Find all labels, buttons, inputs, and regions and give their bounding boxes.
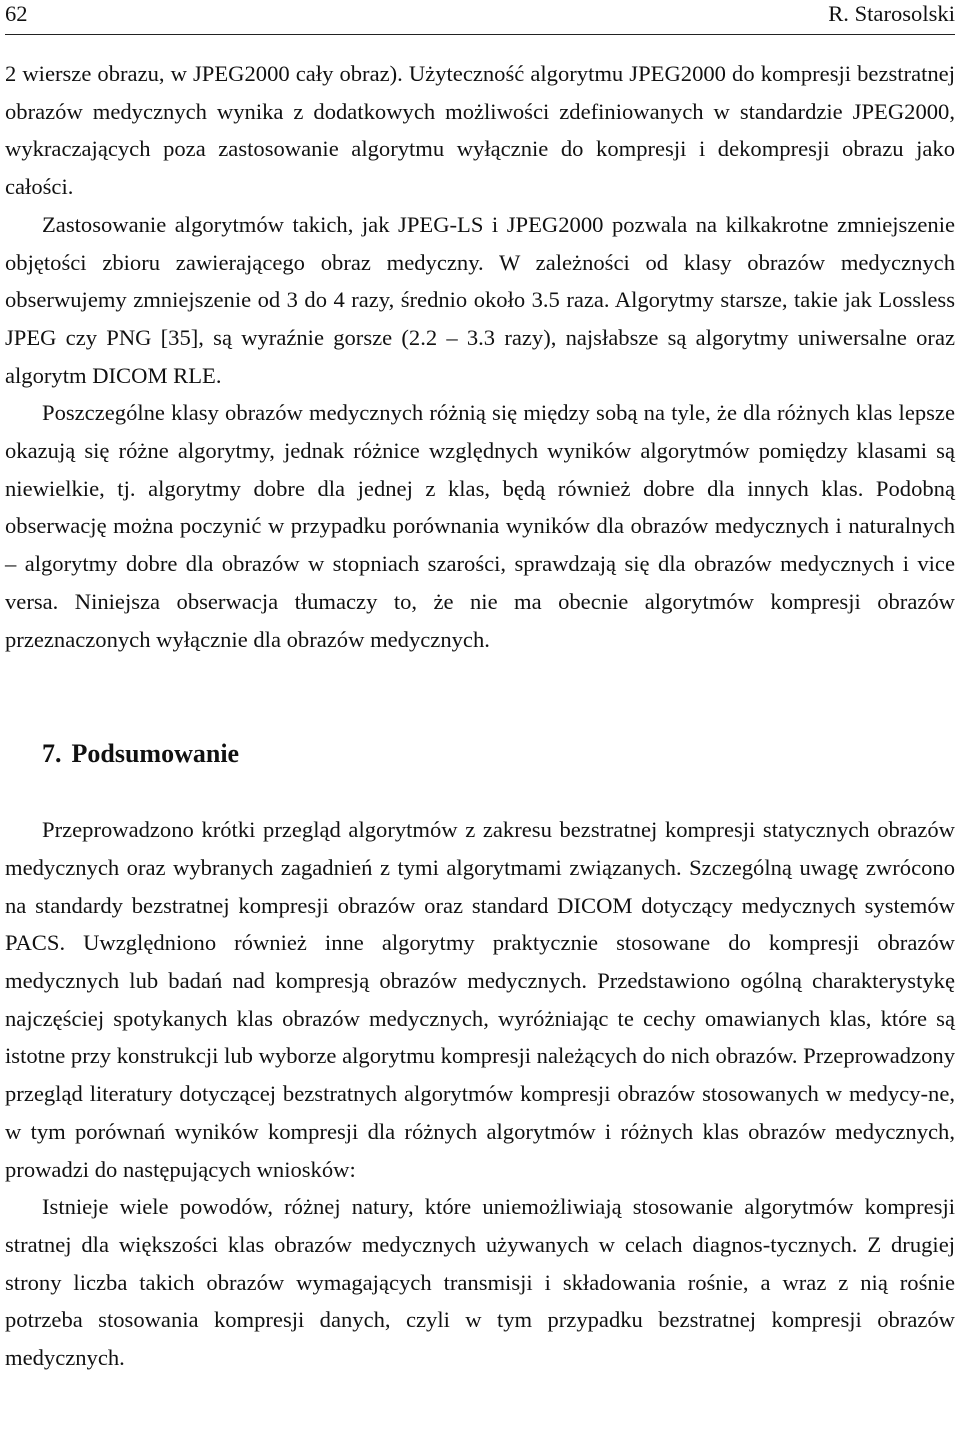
paragraph: Istnieje wiele powodów, różnej natury, które uniemożliwiają stosowanie algorytmów kompresji stratnej dla większości klas obrazów medycznych używanych w celach diagnos-tycznych. Z drugiej strony liczba takich obrazów wymagających transmisji i składowania rośnie, a wraz z nią rośnie potrzeba stosowania kompresji danych, czyli w tym przypadku bezstratnej kompresji obrazów medycznych. <box>5 1194 955 1371</box>
section-spacer <box>5 774 955 811</box>
paragraph: 2 wiersze obrazu, w JPEG2000 cały obraz). Użyteczność algorytmu JPEG2000 do kompresji bezstratnej obrazów medycznych wynika z dodatkowych możliwości zdefiniowanych w standardzie JPEG2000, wykraczających poza zastosowanie algorytmu wyłącznie do kompresji i dekompresji obrazu jako całości. <box>5 61 955 200</box>
page-header <box>5 0 955 35</box>
page-body <box>5 55 955 1377</box>
paragraph: Zastosowanie algorytmów takich, jak JPEG-LS i JPEG2000 pozwala na kilkakrotne zmniejszenie objętości zbioru zawierającego obraz medyczny. W zależności od klasy obrazów medycznych obserwujemy zmniejszenie od 3 do 4 razy, średnio około 3.5 raza. Algorytmy starsze, takie jak Lossless JPEG czy PNG [35], są wyraźnie gorsze (2.2 – 3.3 razy), najsłabsze są algorytmy uniwersalne oraz algorytm DICOM RLE. <box>5 211 955 388</box>
paragraph: Przeprowadzono krótki przegląd algorytmów z zakresu bezstratnej kompresji statycznych obrazów medycznych oraz wybranych zagadnień z tymi algorytmami związanych. Szczególną uwagę zwrócono na standardy bezstratnej kompresji obrazów oraz standard DICOM dotyczący medycznych systemów PACS. Uwzględniono również inne algorytmy praktycznie stosowane do kompresji obrazów medycznych lub badań nad kompresją obrazów medycznych. Przedstawiono ogólną charakterystykę najczęściej spotykanych klas obrazów medycznych, wyróżniając te cechy omawianych klas, które są istotne przy konstrukcji lub wyborze algorytmu kompresji należących do nich obrazów. Przeprowadzony przegląd literatury dotyczącej bezstratnych algorytmów kompresji obrazów stosowanych w medycy-ne, w tym porównań wyników kompresji dla różnych algorytmów i różnych klas obrazów medycznych, prowadzi do następujących wniosków: <box>5 817 955 1182</box>
paragraph: Poszczególne klasy obrazów medycznych różnią się między sobą na tyle, że dla różnych klas lepsze okazują się różne algorytmy, jednak różnice względnych wyników algorytmów pomiędzy klasami są niewielkie, tj. algorytmy dobre dla jednej z klas, będą również dobre dla innych klas. Podobną obserwację można poczynić w przypadku porównania wyników dla obrazów medycznych i naturalnych – algorytmy dobre dla obrazów w stopniach szarości, sprawdzają się dla obrazów medycznych i vice versa. Niniejsza obserwacja tłumaczy to, że nie ma obecnie algorytmów kompresji obrazów przeznaczonych wyłącznie dla obrazów medycznych. <box>5 400 955 652</box>
page-number: 62 <box>5 1 28 26</box>
section-spacer <box>5 658 955 734</box>
section-number: 7. <box>42 739 62 769</box>
running-author: R. Starosolski <box>828 1 955 26</box>
section-heading <box>5 734 955 774</box>
section-title: Podsumowanie <box>71 739 240 769</box>
